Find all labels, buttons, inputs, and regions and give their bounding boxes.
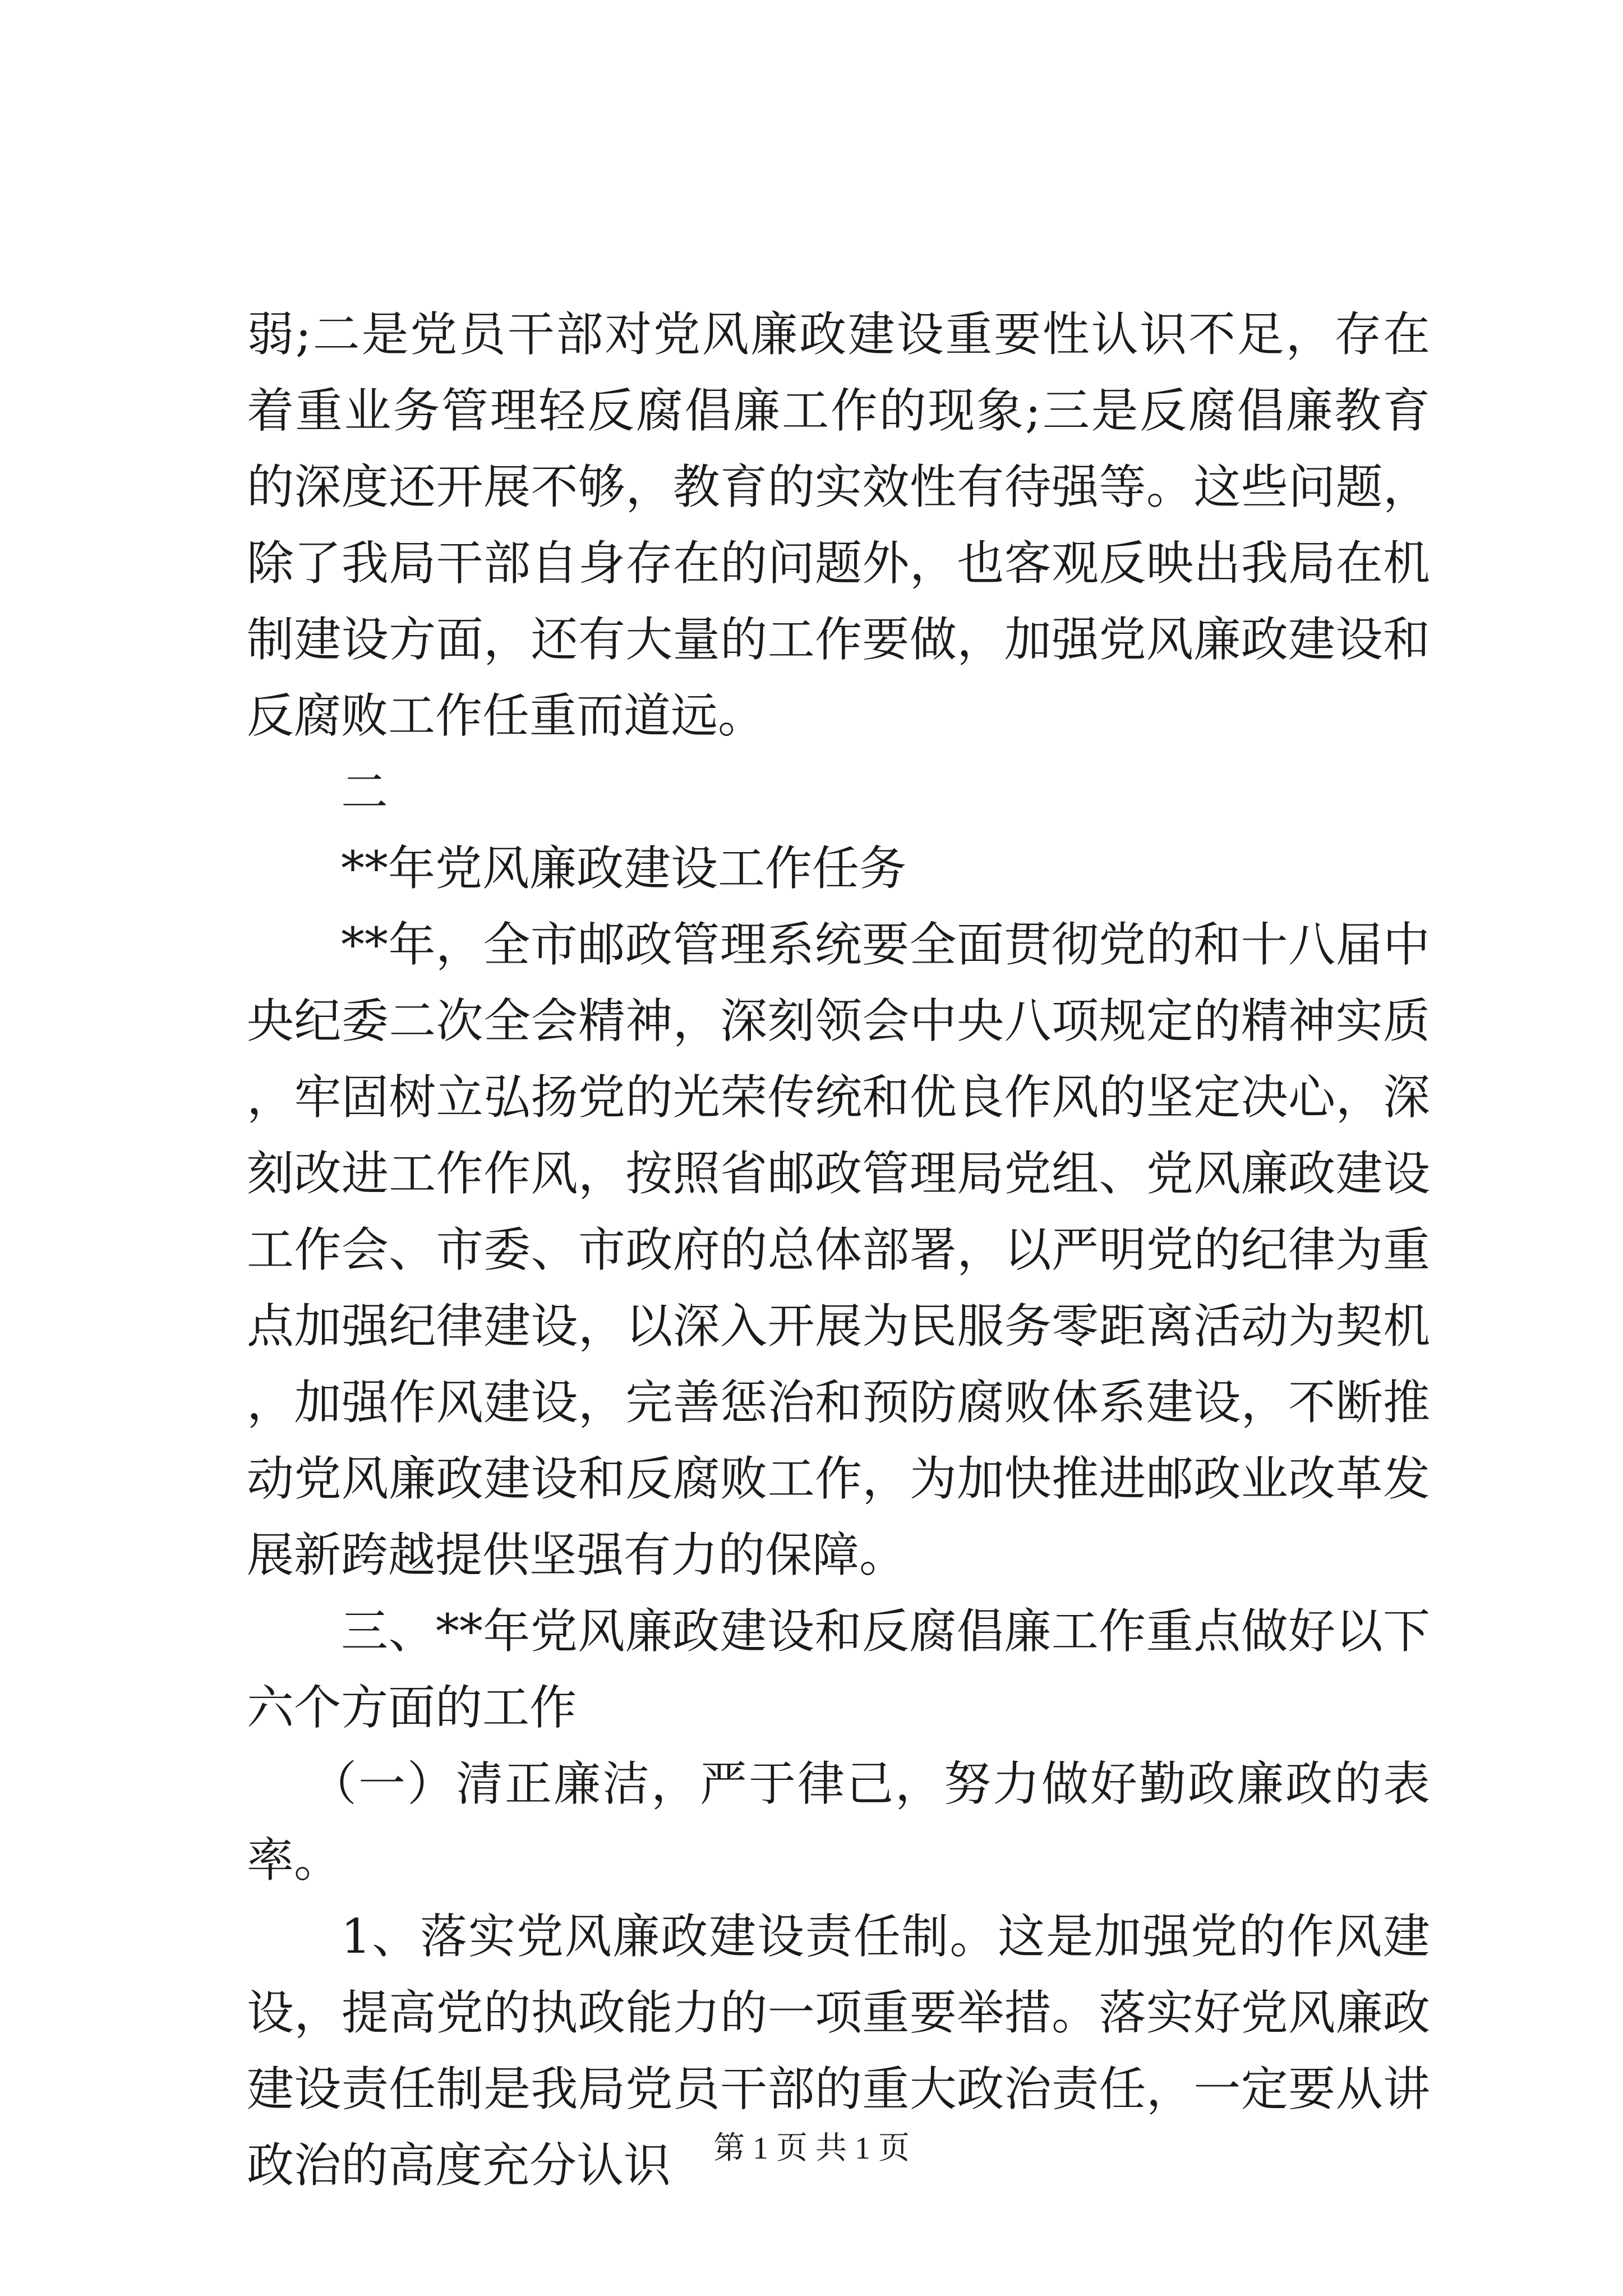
paragraph-continuation: 弱;二是党员干部对党风廉政建设重要性认识不足，存在着重业务管理轻反腐倡廉工作的现象;三是反腐倡廉教育的深度还开展不够，教育的实效性有待强等。这些问题，除了我局干部自身存在的问题外，也客观反映出我局在机制建设方面，还有大量的工作要做，加强党风廉政建设和反腐败工作任重而道远。 xyxy=(247,307,1430,743)
paragraph-tasks: **年，全市邮政管理系统要全面贯彻党的和十八届中央纪委二次全会精神，深刻领会中央八项规定的精神实质，牢固树立弘扬党的光荣传统和优良作风的坚定决心，深刻改进工作作风，按照省邮政管理局党组、党风廉政建设工作会、市委、市政府的总体部署，以严明党的纪律为重点加强纪律建设，以深入开展为民服务零距离活动为契机，加强作风建设，完善惩治和预防腐败体系建设，不断推动党风廉政建设和反腐败工作，为加快推进邮政业改革发展新跨越提供坚强有力的保障。 xyxy=(247,917,1430,1582)
section-number-two: 二 xyxy=(341,765,389,820)
subsection-heading-one: （一）清正廉洁，严于律己，努力做好勤政廉政的表率。 xyxy=(247,1756,1430,1888)
section-heading-tasks: **年党风廉政建设工作任务 xyxy=(341,841,907,896)
document-body xyxy=(247,296,1430,2203)
section-heading-three: 三、**年党风廉政建设和反腐倡廉工作重点做好以下六个方面的工作 xyxy=(247,1604,1430,1735)
page-footer: 第 1 页 共 1 页 xyxy=(713,2131,910,2166)
paragraph-item-one: 1、落实党风廉政建设责任制。这是加强党的作风建设，提高党的执政能力的一项重要举措。落实好党风廉政建设责任制是我局党员干部的重大政治责任，一定要从讲政治的高度充分认识 xyxy=(247,1909,1430,2193)
